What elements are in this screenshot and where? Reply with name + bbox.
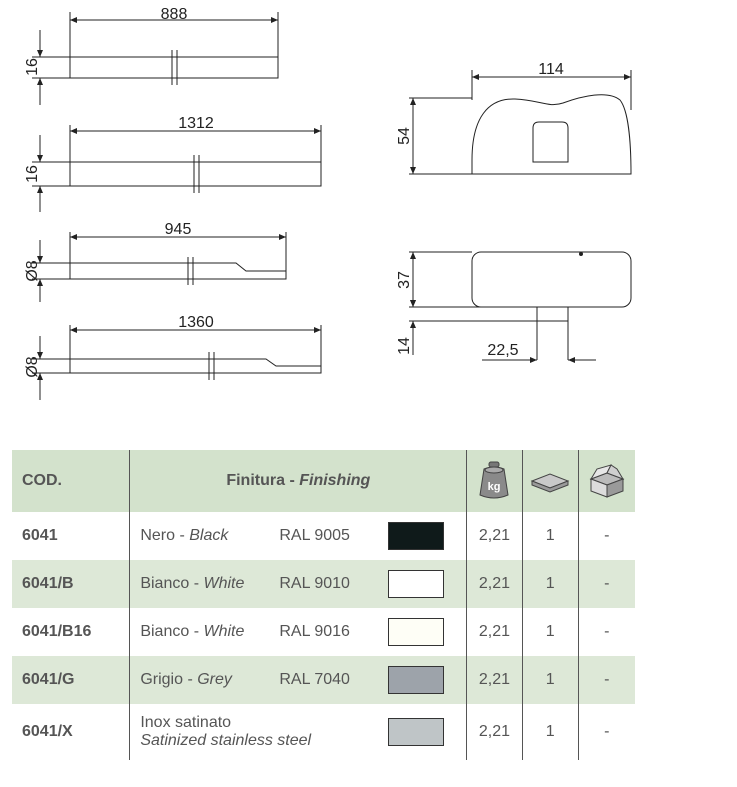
table-row — [12, 560, 635, 608]
code-cell: 6041/X — [12, 704, 130, 760]
side-height-label: 37 — [396, 271, 413, 289]
finish-en: White — [203, 575, 245, 592]
side-view-drawing — [409, 252, 631, 360]
box-cell: - — [578, 704, 635, 760]
weight-header — [466, 450, 522, 512]
finish-it: Bianco — [140, 575, 190, 592]
pack-cell: 1 — [522, 512, 578, 560]
color-swatch — [388, 718, 444, 746]
finish-cell — [130, 704, 388, 760]
swatch-cell — [388, 704, 467, 760]
pack-cell: 1 — [522, 656, 578, 704]
swatch-cell — [388, 656, 467, 704]
code-cell: 6041/G — [12, 656, 130, 704]
weight-kg-icon — [477, 461, 511, 501]
finish-cell: Bianco - White — [130, 560, 280, 608]
table-row — [12, 704, 635, 760]
color-swatch — [388, 570, 444, 598]
side-stem-label: 14 — [396, 337, 413, 355]
finish-it: Bianco — [140, 623, 190, 640]
finish-en: White — [203, 623, 245, 640]
weight-cell: 2,21 — [466, 512, 522, 560]
bar2-height-label: 16 — [24, 165, 41, 183]
front-view-drawing — [409, 70, 631, 174]
weight-cell: 2,21 — [466, 704, 522, 760]
finish-en: Black — [189, 527, 229, 544]
open-box-icon — [587, 463, 627, 499]
bar-1312-drawing — [32, 125, 321, 212]
box-cell: - — [578, 608, 635, 656]
box-header — [578, 450, 635, 512]
rod2-length-label: 1360 — [178, 314, 214, 331]
weight-cell: 2,21 — [466, 608, 522, 656]
box-cell: - — [578, 560, 635, 608]
finish-it: Inox satinato — [140, 714, 232, 731]
finish-en: Satinized stainless steel — [140, 732, 312, 749]
box-cell: - — [578, 512, 635, 560]
code-cell: 6041 — [12, 512, 130, 560]
code-cell: 6041/B — [12, 560, 130, 608]
front-height-label: 54 — [396, 127, 413, 145]
finish-it: Nero — [140, 527, 176, 544]
finish-header-en: Finishing — [299, 472, 371, 489]
ral-cell: RAL 9016 — [279, 608, 388, 656]
pack-header — [522, 450, 578, 512]
finish-table — [12, 450, 635, 760]
finish-cell: Grigio - Grey — [130, 656, 280, 704]
finish-en: Grey — [197, 671, 232, 688]
bar-888-drawing — [32, 12, 278, 105]
finish-cell: Bianco - White — [130, 608, 280, 656]
pack-cell: 1 — [522, 560, 578, 608]
finish-header-it: Finitura — [226, 472, 285, 489]
finish-header — [130, 450, 467, 512]
ral-cell: RAL 9010 — [279, 560, 388, 608]
rod1-length-label: 945 — [164, 221, 192, 238]
ral-cell: RAL 7040 — [279, 656, 388, 704]
finish-cell: Nero - Black — [130, 512, 280, 560]
weight-cell: 2,21 — [466, 560, 522, 608]
swatch-cell — [388, 512, 467, 560]
table-row — [12, 512, 635, 560]
package-icon — [530, 469, 570, 493]
bar1-length-label: 888 — [160, 6, 188, 23]
side-offset-label: 22,5 — [487, 342, 519, 359]
table-row — [12, 608, 635, 656]
color-swatch — [388, 618, 444, 646]
weight-icon-label: kg — [488, 481, 501, 493]
bar2-length-label: 1312 — [178, 115, 214, 132]
finish-it: Grigio — [140, 671, 184, 688]
ral-cell: RAL 9005 — [279, 512, 388, 560]
weight-cell: 2,21 — [466, 656, 522, 704]
bar1-height-label: 16 — [24, 58, 41, 76]
color-swatch — [388, 522, 444, 550]
pack-cell: 1 — [522, 608, 578, 656]
pack-cell: 1 — [522, 704, 578, 760]
table-header — [12, 450, 635, 512]
swatch-cell — [388, 560, 467, 608]
front-width-label: 114 — [538, 61, 564, 78]
rod2-diameter-label: Ø8 — [24, 356, 41, 378]
finish-header-sep: - — [285, 472, 300, 489]
code-cell: 6041/B16 — [12, 608, 130, 656]
rod1-diameter-label: Ø8 — [24, 260, 41, 282]
rod-1360-drawing — [32, 325, 321, 400]
box-cell: - — [578, 656, 635, 704]
color-swatch — [388, 666, 444, 694]
code-header: COD. — [12, 450, 130, 512]
table-row — [12, 656, 635, 704]
rod-945-drawing — [32, 232, 286, 302]
swatch-cell — [388, 608, 467, 656]
